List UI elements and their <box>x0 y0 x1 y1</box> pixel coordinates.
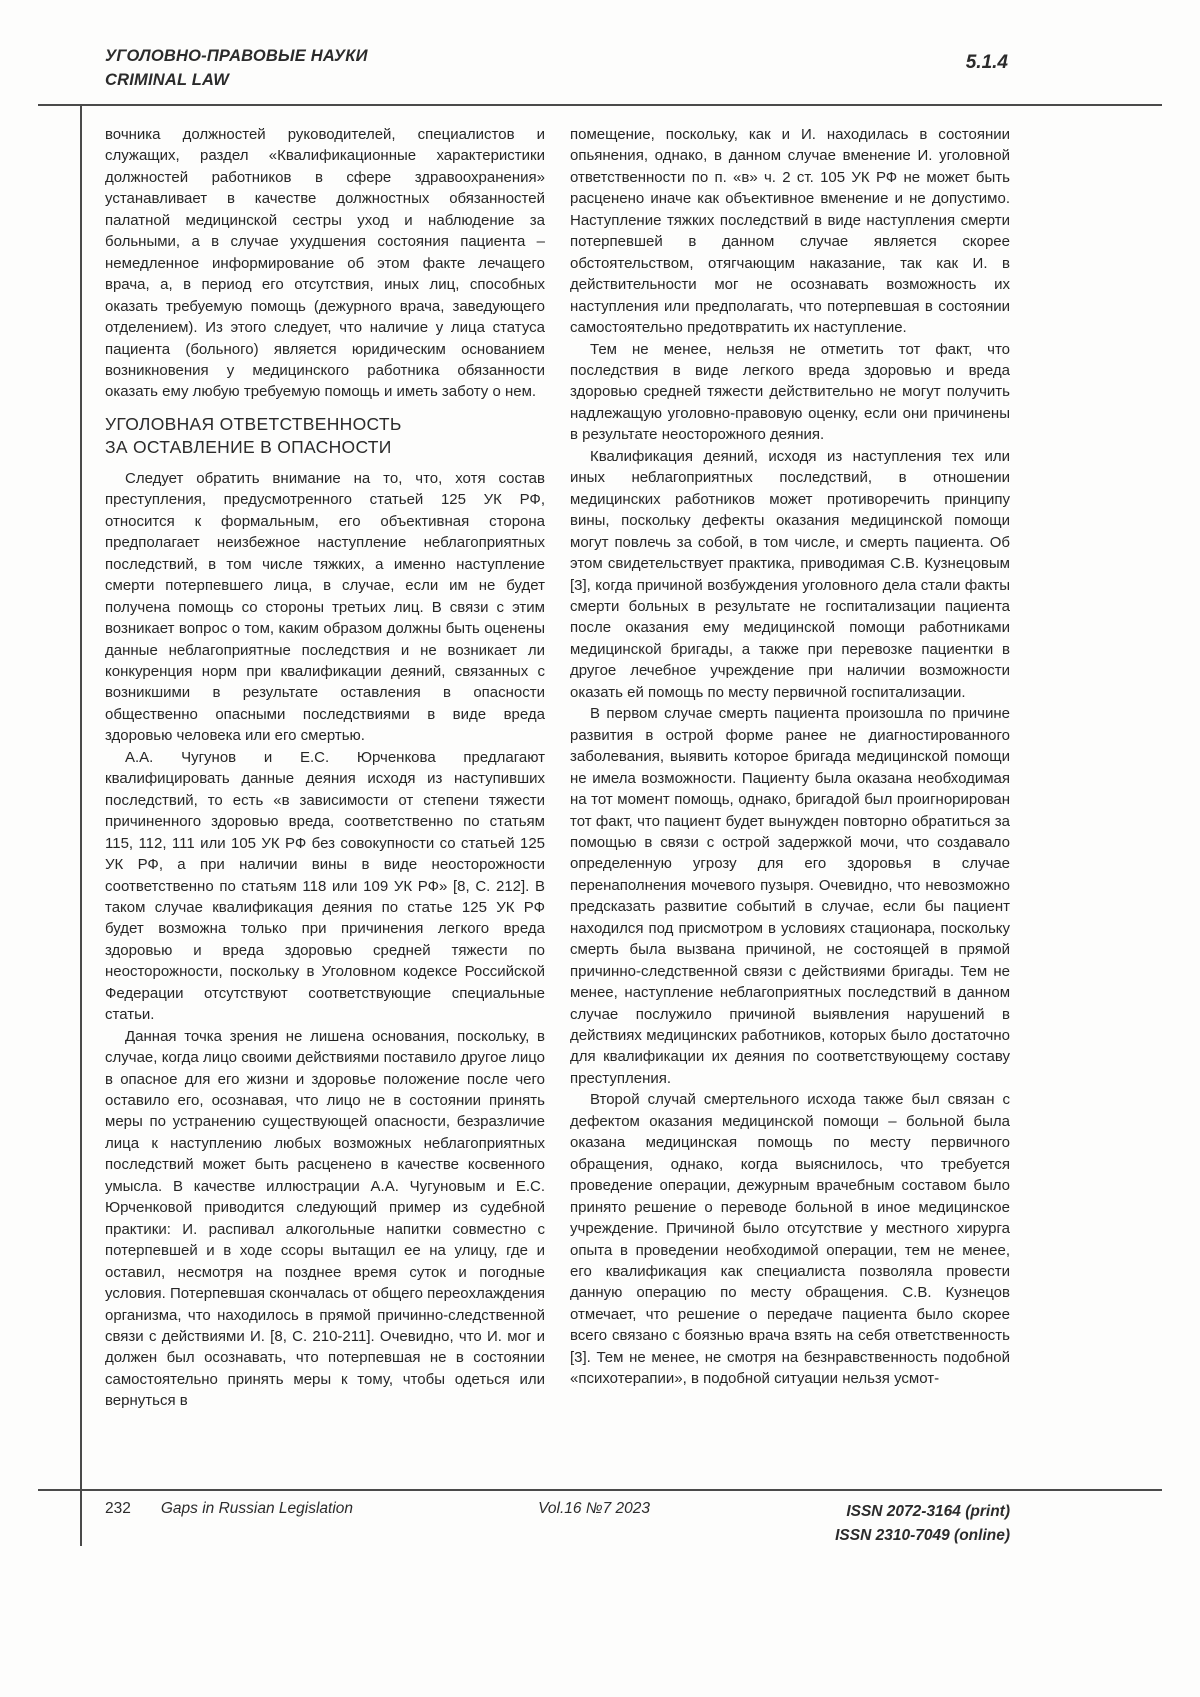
issn-online: ISSN 2310-7049 (online) <box>835 1527 1010 1544</box>
right-column <box>570 124 1010 1486</box>
issn-block <box>835 1500 1010 1548</box>
page-header <box>105 44 368 92</box>
paragraph: Данная точка зрения не лишена основания, поскольку, в случае, когда лицо своими действиями поставило другое лицо в опасное для его жизни и здоровье положение после чего оставило его, осознавая, что лицо не в состоянии принять меры по устранению существующей опасности, безразличие лица к наступлению любых возможных неблагоприятных последствий может быть расценено в качестве косвенного умысла. В качестве иллюстрации А.А. Чугуновым и Е.С. Юрченковой приводится следующий пример из судебной практики: И. распивал алкогольные напитки совместно с потерпевшей и в ходе ссоры вытащил ее на улицу, где и оставил, несмотря на позднее время суток и погодные условия. Потерпевшая скончалась от общего переохлаждения организма, что находилось в прямой причинно-следственной связи с действиями И. [8, С. 210-211]. Очевидно, что И. мог и должен был осознавать, что потерпевшая не в состоянии самостоятельно принять меры к тому, чтобы одеться или вернуться в <box>105 1027 545 1410</box>
paragraph: В первом случае смерть пациента произошла по причине развития в острой форме ранее не диагностированного заболевания, выявить которое бригада медицинской помощи не имела возможности. Пациенту была оказана необходимая на тот момент помощь, однако, бригадой был проигнорирован тот факт, что пациент будет вынужден повторно обратиться за помощью в связи с острой задержкой мочи, что создавало определенную угрозу для его здоровья в случае перенаполнения мочевого пузыря. Очевидно, что невозможно предсказать развитие событий в случае, если бы пациент находился под присмотром в условиях стационара, поскольку смерть была вызвана причиной, не состоящей в прямой причинно-следственной связи с действиями бригады. Тем не менее, наступление неблагоприятных последствий в данном случае послужило причиной выявления нарушений в действиях медицинских работников, которых было достаточно для квалификации их деяния по соответствующему составу преступления. <box>570 705 1010 1087</box>
footer-left-group <box>105 1500 353 1518</box>
header-divider <box>38 104 1162 106</box>
section-title-ru: УГОЛОВНО-ПРАВОВЫЕ НАУКИ <box>105 47 368 65</box>
footer-divider <box>38 1489 1162 1491</box>
paragraph: Второй случай смертельного исхода также был связан с дефектом оказания медицинской помощи – больной была оказана медицинская помощь по месту первичного обращения, однако, когда выяснилось, что требуется проведение операции, дежурным врачебным составом было принято решение о переводе больной в иное медицинское учреждение. Причиной было отсутствие у местного хирурга опыта в проведении необходимой операции, тем не менее, его квалификация как специалиста позволяла провести данную операцию по месту обращения. С.В. Кузнецов отмечает, что решение о передаче пациента было скорее всего связано с боязнью врача взять на себя ответственность [3]. Тем не менее, не смотря на безнравственность подобной «психотерапии», в подобной ситуации нельзя усмот- <box>570 1091 1010 1388</box>
paragraph: А.А. Чугунов и Е.С. Юрченкова предлагают квалифицировать данные деяния исходя из наступивших последствий, то есть «в зависимости от степени тяжести причиненного здоровью вреда, соответственно по статьям 115, 112, 111 или 105 УК РФ без совокупности со статьей 125 УК РФ, а при наличии вины в виде неосторожности соответственно по статьям 118 или 109 УК РФ» [8, С. 212]. В таком случае квалификация деяния по статье 125 УК РФ будет возможна только при причинения легкого вреда здоровью и вреда здоровью средней тяжести по неосторожности, поскольку в Уголовном кодексе Российской Федерации отсутствуют соответствующие специальные статьи. <box>105 748 545 1024</box>
page-footer <box>105 1500 1010 1548</box>
journal-title: Gaps in Russian Legislation <box>160 1500 354 1517</box>
paragraph: Тем не менее, нельзя не отметить тот факт, что последствия в виде легкого вреда здоровью и вреда здоровью средней тяжести действительно не могут получить надлежащую уголовно-правовую оценку, если они причинены в результате неосторожного деяния. <box>570 340 1010 444</box>
left-margin-rule <box>80 104 82 1546</box>
paragraph: Квалификация деяний, исходя из наступления тех или иных неблагоприятных последствий, в отношении медицинских работников может противоречить принципу вины, поскольку дефекты оказания медицинской помощи могут повлечь за собой, в том числе, и смерть пациента. Об этом свидетельствует практика, приводимая С.В. Кузнецовым [3], когда причиной возбуждения уголовного дела стали факты смерти больных в результате не госпитализации пациента после оказания ему медицинской помощи работниками медицинской бригады, а также при перевозке пациентки в другое лечебное учреждение при наличии возможности оказать ей помощь по месту первичной госпитализации. <box>570 447 1010 701</box>
volume-issue: Vol.16 №7 2023 <box>538 1500 651 1517</box>
paragraph: помещение, поскольку, как и И. находилась в состоянии опьянения, однако, в данном случае вменение И. уголовной ответственности по п. «в» ч. 2 ст. 105 УК РФ не может быть расценено иначе как объективное вменение и не допустимо. Наступление тяжких последствий в виде наступления смерти потерпевшей в данном случае является скорее обстоятельством, отягчающим наказание, так как И. в действительности мог не осознавать возможность их наступления или предполагать, что потерпевшая в состоянии самостоятельно предотвратить их наступление. <box>570 126 1010 337</box>
section-title-en: CRIMINAL LAW <box>105 71 229 89</box>
paragraph: Следует обратить внимание на то, что, хотя состав преступления, предусмотренного статьей 125 УК РФ, относится к формальным, его объективная сторона предполагает неизбежное наступление неблагоприятных последствий, в том числе тяжких, а именно наступление смерти потерпевшего лица, в случае, если им не будет получена помощь со стороны третьих лиц. В связи с этим возникает вопрос о том, каким образом должны быть оценены данные неблагоприятные последствия и не возникает ли конкуренция норм при квалификации деяний, связанных с возникшими в результате оставления в опасности общественно опасными последствиями в виде вреда здоровью человека или его смертью. <box>105 469 545 745</box>
left-column <box>105 124 545 1486</box>
page-number: 232 <box>105 1500 131 1517</box>
paragraph: вочника должностей руководителей, специалистов и служащих, раздел «Квалификационные характеристики должностей работников в сфере здравоохранения» устанавливает в качестве должностных обязанностей палатной медицинской сестры уход и наблюдение за больными, а в случае ухудшения состояния пациента – немедленное информирование об этом факте лечащего врача, а, в период его отсутствия, иных лиц, способных оказать требуемую помощь (дежурного врача, заведующего отделением). Из этого следует, что наличие у лица статуса пациента (больного) является юридическим основанием возникновения у медицинского работника обязанности оказать ему любую требуемую помощь и иметь заботу о нем. <box>105 126 545 401</box>
article-body <box>105 124 1010 1486</box>
issn-print: ISSN 2072-3164 (print) <box>846 1503 1010 1520</box>
section-heading-line1: УГОЛОВНАЯ ОТВЕТСТВЕННОСТЬ <box>105 413 402 434</box>
classification-code: 5.1.4 <box>965 52 1008 73</box>
section-heading <box>105 413 545 459</box>
section-heading-line2: ЗА ОСТАВЛЕНИЕ В ОПАСНОСТИ <box>105 436 392 457</box>
